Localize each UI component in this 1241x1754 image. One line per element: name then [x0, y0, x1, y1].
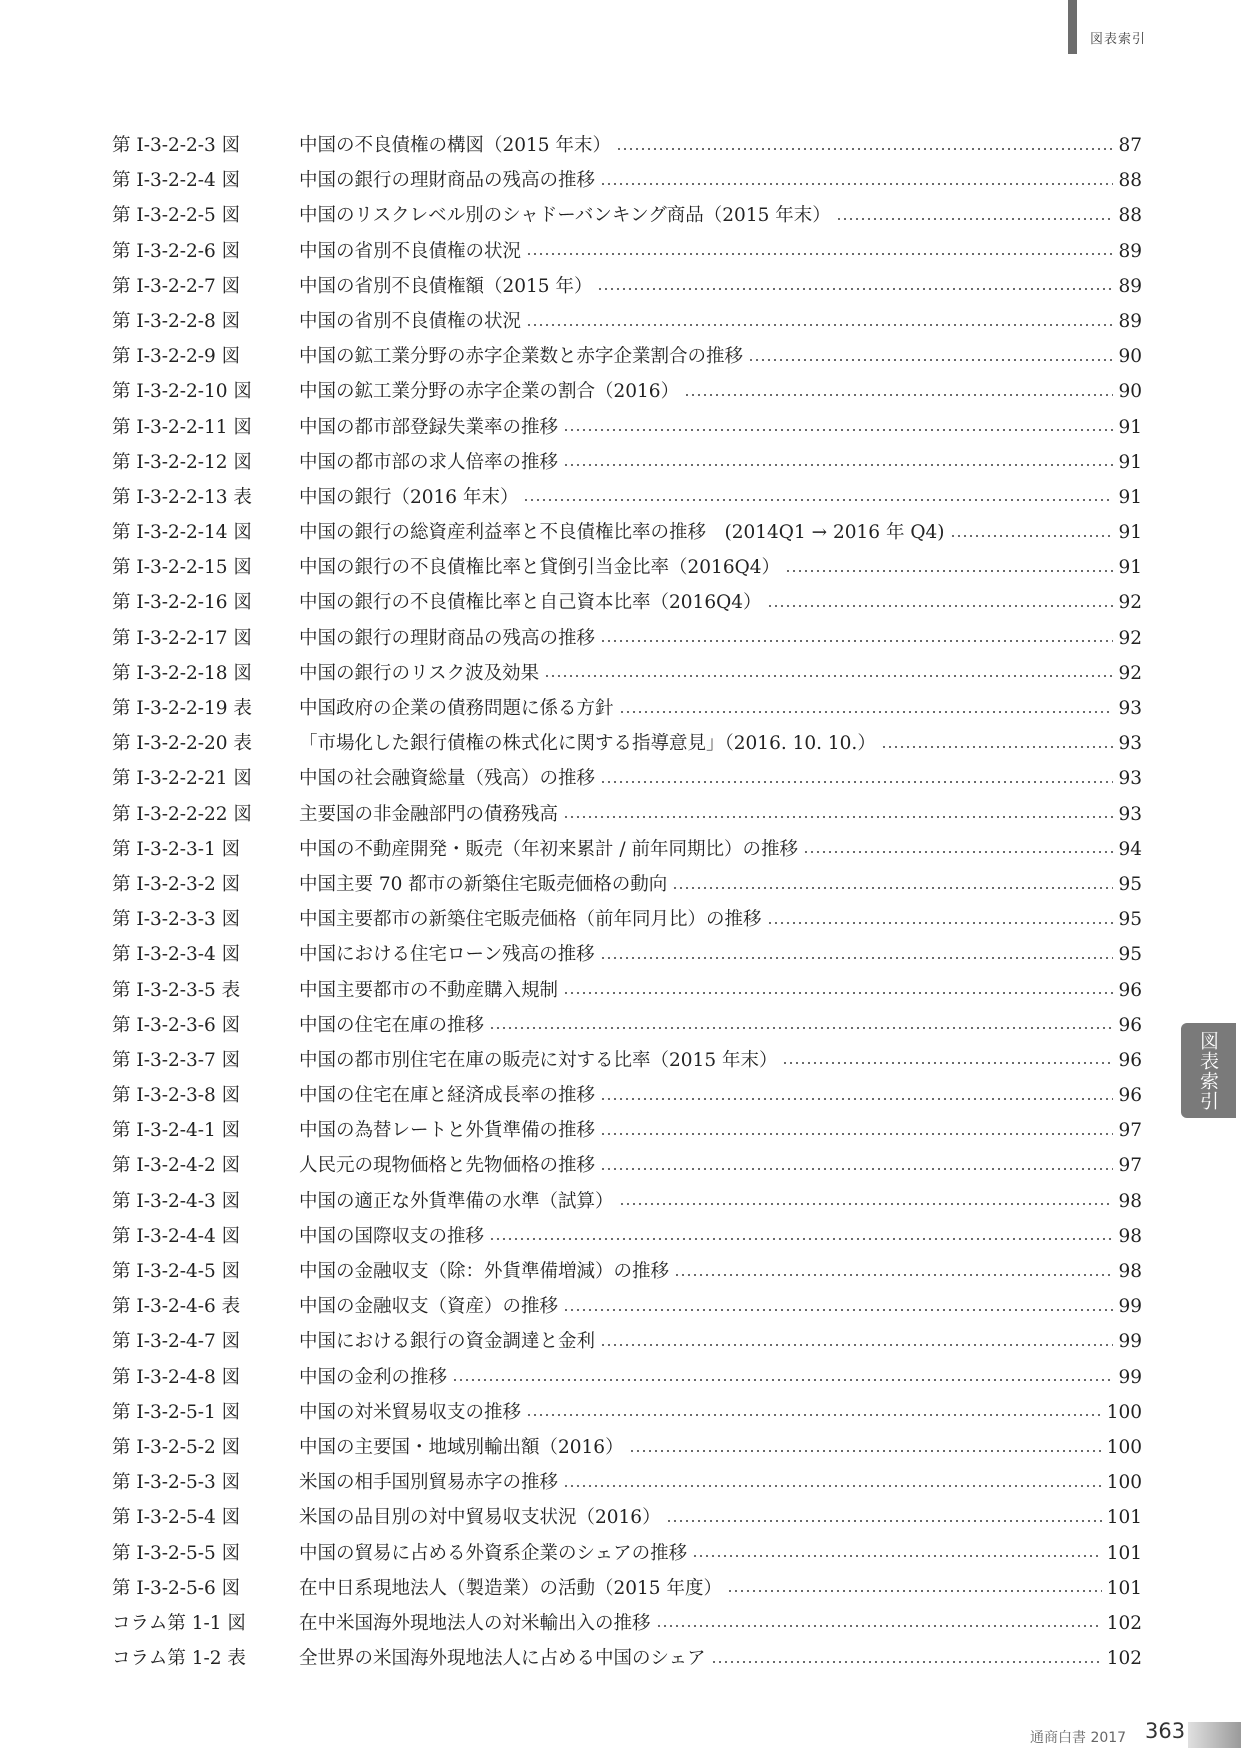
entry-page-number: 102 — [1106, 1648, 1142, 1670]
entry-number: 第 I-3-2-4-8 図 — [112, 1366, 241, 1388]
dot-leader — [452, 1379, 1113, 1381]
entry-title: 中国の為替レートと外貨準備の推移 — [299, 1120, 596, 1142]
dot-leader — [692, 1555, 1102, 1557]
entry-page-number: 101 — [1106, 1507, 1142, 1529]
dot-leader — [563, 464, 1113, 466]
entry-number: 第 I-3-2-5-4 図 — [112, 1507, 241, 1529]
index-entry[interactable] — [112, 1008, 1142, 1043]
dot-leader — [600, 781, 1113, 783]
dot-leader — [656, 1625, 1102, 1627]
index-entry[interactable] — [112, 304, 1142, 339]
dot-leader — [489, 1238, 1113, 1240]
entry-title: 中国の都市部の求人倍率の推移 — [299, 451, 559, 473]
entry-number: 第 I-3-2-4-3 図 — [112, 1190, 241, 1212]
dot-leader — [674, 1274, 1113, 1276]
entry-title: 中国の銀行のリスク波及効果 — [299, 662, 540, 684]
entry-number: 第 I-3-2-5-5 図 — [112, 1542, 241, 1564]
dot-leader — [684, 394, 1113, 396]
entry-page-number: 101 — [1106, 1542, 1142, 1564]
index-entry[interactable] — [112, 797, 1142, 832]
index-entry[interactable] — [112, 1571, 1142, 1606]
entry-page-number: 91 — [1118, 486, 1142, 508]
entry-page-number: 100 — [1106, 1472, 1142, 1494]
index-entry[interactable] — [112, 163, 1142, 198]
entry-page-number: 90 — [1118, 381, 1142, 403]
index-entry[interactable] — [112, 656, 1142, 691]
entry-title: 中国の省別不良債権の状況 — [299, 310, 522, 332]
index-entry[interactable] — [112, 1606, 1142, 1641]
entry-page-number: 96 — [1118, 979, 1142, 1001]
entry-page-number: 93 — [1118, 803, 1142, 825]
entry-page-number: 89 — [1118, 275, 1142, 297]
running-header-title: 図表索引 — [1090, 32, 1147, 47]
entry-title: 中国の鉱工業分野の赤字企業数と赤字企業割合の推移 — [299, 346, 744, 368]
entry-title: 中国の金融収支（資産）の推移 — [299, 1296, 559, 1318]
header-accent-bar — [1068, 0, 1077, 54]
entry-page-number: 91 — [1118, 522, 1142, 544]
index-entry[interactable] — [112, 550, 1142, 585]
dot-leader — [563, 429, 1113, 431]
index-entry[interactable] — [112, 691, 1142, 726]
entry-page-number: 96 — [1118, 1014, 1142, 1036]
index-entry[interactable] — [112, 1254, 1142, 1289]
index-entry[interactable] — [112, 269, 1142, 304]
index-entry[interactable] — [112, 445, 1142, 480]
index-entry[interactable] — [112, 1148, 1142, 1183]
dot-leader — [600, 1168, 1113, 1170]
entry-number: コラム第 1-1 図 — [112, 1612, 246, 1634]
index-entry[interactable] — [112, 374, 1142, 409]
entry-number: 第 I-3-2-2-10 図 — [112, 381, 252, 403]
entry-page-number: 98 — [1118, 1190, 1142, 1212]
figure-table-index-list — [112, 128, 1142, 1676]
entry-page-number: 89 — [1118, 310, 1142, 332]
entry-number: 第 I-3-2-2-22 図 — [112, 803, 252, 825]
entry-number: 第 I-3-2-3-5 表 — [112, 979, 241, 1001]
dot-leader — [600, 183, 1113, 185]
dot-leader — [767, 922, 1114, 924]
entry-title: 中国の金利の推移 — [299, 1366, 448, 1388]
index-entry[interactable] — [112, 1324, 1142, 1359]
entry-number: 第 I-3-2-3-3 図 — [112, 909, 241, 931]
entry-page-number: 97 — [1118, 1120, 1142, 1142]
entry-title: 中国の銀行の理財商品の残高の推移 — [299, 170, 596, 192]
entry-title: 在中日系現地法人（製造業）の活動（2015 年度） — [299, 1577, 722, 1599]
dot-leader — [767, 605, 1114, 607]
entry-page-number: 95 — [1118, 944, 1142, 966]
dot-leader — [881, 746, 1114, 748]
entry-number: 第 I-3-2-2-7 図 — [112, 275, 241, 297]
index-entry[interactable] — [112, 1430, 1142, 1465]
entry-page-number: 94 — [1118, 838, 1142, 860]
entry-title: 中国の主要国・地域別輸出額（2016） — [299, 1436, 624, 1458]
entry-number: 第 I-3-2-5-1 図 — [112, 1401, 241, 1423]
index-entry[interactable] — [112, 1043, 1142, 1078]
entry-title: 中国の国際収支の推移 — [299, 1225, 485, 1247]
entry-number: 第 I-3-2-5-6 図 — [112, 1577, 241, 1599]
entry-page-number: 93 — [1118, 733, 1142, 755]
dot-leader — [785, 570, 1113, 572]
entry-title: 中国の金融収支（除：外貨準備増減）の推移 — [299, 1261, 670, 1282]
entry-page-number: 95 — [1118, 873, 1142, 895]
entry-page-number: 88 — [1118, 170, 1142, 192]
entry-page-number: 99 — [1118, 1296, 1142, 1318]
index-entry[interactable] — [112, 410, 1142, 445]
dot-leader — [666, 1520, 1102, 1522]
entry-title: 中国の省別不良債権額（2015 年） — [299, 275, 593, 297]
entry-number: 第 I-3-2-2-18 図 — [112, 662, 252, 684]
entry-page-number: 88 — [1118, 205, 1142, 227]
entry-title: 中国政府の企業の債務問題に係る方針 — [299, 698, 614, 719]
entry-page-number: 95 — [1118, 909, 1142, 931]
index-entry[interactable] — [112, 1113, 1142, 1148]
entry-number: 第 I-3-2-3-7 図 — [112, 1049, 241, 1071]
dot-leader — [803, 851, 1113, 853]
entry-page-number: 91 — [1118, 451, 1142, 473]
entry-number: 第 I-3-2-3-6 図 — [112, 1014, 241, 1036]
entry-title: 中国主要 70 都市の新築住宅販売価格の動向 — [299, 873, 668, 895]
dot-leader — [619, 711, 1114, 713]
entry-page-number: 92 — [1118, 627, 1142, 649]
entry-title: 中国の銀行の不良債権比率と貸倒引当金比率（2016Q4） — [299, 557, 781, 579]
entry-page-number: 90 — [1118, 346, 1142, 368]
index-entry[interactable] — [112, 761, 1142, 796]
dot-leader — [950, 535, 1114, 537]
entry-number: 第 I-3-2-4-6 表 — [112, 1296, 241, 1318]
index-entry[interactable] — [112, 585, 1142, 620]
entry-title: 中国の対米貿易収支の推移 — [299, 1401, 522, 1423]
index-entry[interactable] — [112, 1289, 1142, 1324]
dot-leader — [711, 1661, 1102, 1663]
entry-number: 第 I-3-2-4-5 図 — [112, 1261, 241, 1282]
entry-number: 第 I-3-2-2-11 図 — [112, 416, 252, 438]
dot-leader — [526, 1414, 1102, 1416]
entry-page-number: 98 — [1118, 1261, 1142, 1282]
index-entry[interactable] — [112, 234, 1142, 269]
entry-number: 第 I-3-2-2-3 図 — [112, 135, 241, 156]
index-entry[interactable] — [112, 1500, 1142, 1535]
entry-title: 全世界の米国海外現地法人に占める中国のシェア — [299, 1648, 706, 1670]
entry-page-number: 96 — [1118, 1049, 1142, 1071]
entry-number: 第 I-3-2-2-17 図 — [112, 627, 252, 649]
index-entry[interactable] — [112, 1360, 1142, 1395]
entry-title: 中国における銀行の資金調達と金利 — [299, 1331, 596, 1353]
entry-title: 中国の銀行（2016 年末） — [299, 486, 519, 508]
entry-number: 第 I-3-2-2-9 図 — [112, 346, 241, 368]
index-entry[interactable] — [112, 515, 1142, 550]
entry-number: 第 I-3-2-4-2 図 — [112, 1155, 241, 1177]
entry-number: 第 I-3-2-2-13 表 — [112, 486, 252, 508]
dot-leader — [489, 1027, 1113, 1029]
dot-leader — [563, 992, 1113, 994]
dot-leader — [748, 359, 1113, 361]
entry-title: 中国の都市部登録失業率の推移 — [299, 416, 559, 438]
footer-page-number: 363 — [1145, 1719, 1186, 1743]
dot-leader — [782, 1062, 1113, 1064]
index-entry[interactable] — [112, 902, 1142, 937]
entry-page-number: 93 — [1118, 698, 1142, 719]
entry-title: 主要国の非金融部門の債務残高 — [299, 803, 559, 825]
entry-number: 第 I-3-2-4-7 図 — [112, 1331, 241, 1353]
dot-leader — [727, 1590, 1102, 1592]
dot-leader — [526, 253, 1113, 255]
dot-leader — [629, 1450, 1102, 1452]
entry-number: 第 I-3-2-3-8 図 — [112, 1085, 241, 1107]
entry-page-number: 99 — [1118, 1366, 1142, 1388]
index-entry[interactable] — [112, 480, 1142, 515]
entry-number: 第 I-3-2-5-3 図 — [112, 1472, 241, 1494]
entry-number: コラム第 1-2 表 — [112, 1648, 246, 1670]
index-entry[interactable] — [112, 1465, 1142, 1500]
entry-number: 第 I-3-2-3-1 図 — [112, 838, 241, 860]
index-entry[interactable] — [112, 1536, 1142, 1571]
dot-leader — [563, 816, 1113, 818]
entry-page-number: 91 — [1118, 557, 1142, 579]
entry-number: 第 I-3-2-2-6 図 — [112, 240, 241, 262]
entry-number: 第 I-3-2-3-4 図 — [112, 944, 241, 966]
dot-leader — [526, 324, 1113, 326]
index-entry[interactable] — [112, 621, 1142, 656]
footer-document-title: 通商白書 2017 — [1030, 1730, 1127, 1746]
entry-number: 第 I-3-2-2-12 図 — [112, 451, 252, 473]
entry-number: 第 I-3-2-2-4 図 — [112, 170, 241, 192]
entry-page-number: 100 — [1106, 1436, 1142, 1458]
entry-page-number: 92 — [1118, 662, 1142, 684]
index-entry[interactable] — [112, 1641, 1142, 1676]
dot-leader — [619, 1203, 1114, 1205]
index-entry[interactable] — [112, 128, 1142, 163]
dot-leader — [563, 1485, 1102, 1487]
index-entry[interactable] — [112, 1219, 1142, 1254]
entry-number: 第 I-3-2-2-19 表 — [112, 698, 252, 719]
entry-title: 中国の不良債権の構図（2015 年末） — [299, 135, 611, 156]
entry-title: 中国における住宅ローン残高の推移 — [299, 944, 595, 966]
entry-title: 中国の銀行の不良債権比率と自己資本比率（2016Q4） — [299, 592, 762, 614]
entry-number: 第 I-3-2-2-8 図 — [112, 310, 241, 332]
entry-title: 中国主要都市の不動産購入規制 — [299, 979, 559, 1001]
entry-title: 人民元の現物価格と先物価格の推移 — [299, 1155, 596, 1177]
entry-number: 第 I-3-2-3-2 図 — [112, 873, 241, 895]
dot-leader — [672, 887, 1113, 889]
entry-page-number: 93 — [1118, 768, 1142, 790]
entry-number: 第 I-3-2-2-20 表 — [112, 733, 252, 755]
footer-gradient-bar — [1188, 1722, 1241, 1748]
entry-title: 「市場化した銀行債権の株式化に関する指導意見」（2016. 10. 10.） — [299, 733, 876, 755]
entry-title: 中国の銀行の理財商品の残高の推移 — [299, 627, 596, 649]
dot-leader — [597, 288, 1113, 290]
entry-title: 中国の適正な外貨準備の水準（試算） — [299, 1190, 614, 1212]
entry-number: 第 I-3-2-2-16 図 — [112, 592, 252, 614]
dot-leader — [836, 218, 1114, 220]
dot-leader — [600, 640, 1113, 642]
entry-title: 中国の銀行の総資産利益率と不良債権比率の推移 (2014Q1 → 2016 年 Q4) — [299, 522, 945, 544]
dot-leader — [600, 957, 1114, 959]
entry-page-number: 89 — [1118, 240, 1142, 262]
entry-page-number: 101 — [1106, 1577, 1142, 1599]
entry-page-number: 97 — [1118, 1155, 1142, 1177]
entry-title: 中国の貿易に占める外資系企業のシェアの推移 — [299, 1542, 688, 1564]
entry-number: 第 I-3-2-5-2 図 — [112, 1436, 241, 1458]
entry-page-number: 91 — [1118, 416, 1142, 438]
entry-title: 中国主要都市の新築住宅販売価格（前年同月比）の推移 — [299, 909, 762, 931]
entry-number: 第 I-3-2-4-1 図 — [112, 1120, 241, 1142]
entry-page-number: 102 — [1106, 1612, 1142, 1634]
index-entry[interactable] — [112, 1184, 1142, 1219]
section-thumb-tab[interactable] — [1181, 1023, 1236, 1118]
entry-number: 第 I-3-2-2-15 図 — [112, 557, 252, 579]
entry-number: 第 I-3-2-2-5 図 — [112, 205, 241, 227]
dot-leader — [523, 499, 1113, 501]
entry-title: 中国の不動産開発・販売（年初来累計 / 前年同期比）の推移 — [299, 838, 798, 860]
entry-title: 米国の品目別の対中貿易収支状況（2016） — [299, 1507, 661, 1529]
index-entry[interactable] — [112, 198, 1142, 233]
index-entry[interactable] — [112, 1078, 1142, 1113]
dot-leader — [563, 1309, 1113, 1311]
entry-number: 第 I-3-2-2-21 図 — [112, 768, 252, 790]
dot-leader — [600, 1344, 1113, 1346]
index-entry[interactable] — [112, 937, 1142, 972]
entry-title: 中国の住宅在庫の推移 — [299, 1014, 485, 1036]
index-entry[interactable] — [112, 339, 1142, 374]
entry-page-number: 99 — [1118, 1331, 1142, 1353]
index-entry[interactable] — [112, 867, 1142, 902]
entry-title: 中国のリスクレベル別のシャドーバンキング商品（2015 年末） — [299, 205, 831, 227]
section-thumb-tab-label: 図表索引 — [1197, 1030, 1219, 1111]
entry-title: 中国の社会融資総量（残高）の推移 — [299, 768, 596, 790]
dot-leader — [544, 675, 1113, 677]
entry-number: 第 I-3-2-2-14 図 — [112, 522, 252, 544]
entry-number: 第 I-3-2-4-4 図 — [112, 1225, 241, 1247]
entry-page-number: 96 — [1118, 1085, 1142, 1107]
dot-leader — [616, 148, 1113, 150]
entry-page-number: 100 — [1106, 1401, 1142, 1423]
entry-title: 中国の鉱工業分野の赤字企業の割合（2016） — [299, 381, 680, 403]
index-entry[interactable] — [112, 726, 1142, 761]
entry-page-number: 87 — [1118, 135, 1142, 156]
dot-leader — [600, 1098, 1113, 1100]
entry-page-number: 98 — [1118, 1225, 1142, 1247]
entry-title: 中国の都市別住宅在庫の販売に対する比率（2015 年末） — [299, 1049, 778, 1071]
entry-title: 中国の住宅在庫と経済成長率の推移 — [299, 1085, 596, 1107]
index-entry[interactable] — [112, 973, 1142, 1008]
entry-page-number: 92 — [1118, 592, 1142, 614]
entry-title: 中国の省別不良債権の状況 — [299, 240, 522, 262]
index-entry[interactable] — [112, 832, 1142, 867]
entry-title: 在中米国海外現地法人の対米輸出入の推移 — [299, 1612, 651, 1634]
entry-title: 米国の相手国別貿易赤字の推移 — [299, 1472, 559, 1494]
index-entry[interactable] — [112, 1395, 1142, 1430]
dot-leader — [600, 1133, 1113, 1135]
